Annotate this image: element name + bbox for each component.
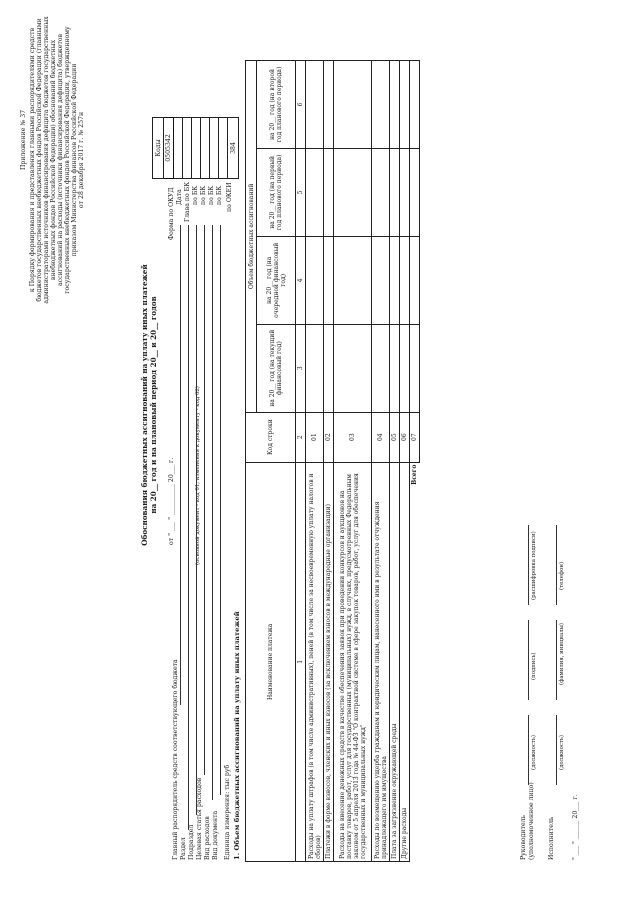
exec-fio: (фамилия, инициалы) bbox=[559, 622, 565, 685]
appendix-line: государственных внебюджетных фондов Российской Федерации, утвержденному bbox=[64, 26, 71, 294]
value-cell[interactable] bbox=[400, 61, 410, 149]
payments-table bbox=[245, 60, 420, 862]
value-cell[interactable] bbox=[400, 324, 410, 412]
value-cell[interactable] bbox=[372, 324, 390, 412]
table-row bbox=[324, 61, 334, 862]
row-code: 02 bbox=[324, 412, 334, 462]
total-code: 07 bbox=[410, 412, 420, 462]
okei-label: по ОКЕИ bbox=[226, 182, 233, 212]
table-row bbox=[306, 61, 324, 862]
glava-label: Глава по БК bbox=[184, 181, 191, 222]
value-cell[interactable] bbox=[390, 148, 400, 236]
value-cell[interactable] bbox=[306, 148, 324, 236]
value-cell[interactable] bbox=[390, 236, 400, 324]
appendix-line: бюджетов государственных внебюджетных фондов Российской Федерации (главными bbox=[36, 18, 43, 302]
appendix-text bbox=[29, 15, 85, 305]
table-row bbox=[334, 61, 372, 862]
col-num: 2 bbox=[296, 412, 306, 462]
row-code: 03 bbox=[334, 412, 372, 462]
req-subsection: Подраздел bbox=[188, 824, 195, 860]
col-header-year-1: на 20__ год (на текущий финансовый год) bbox=[257, 324, 296, 412]
value-cell[interactable] bbox=[324, 236, 334, 324]
appendix-line: ассигнований на расходы (источники финансирования дефицита) бюджетов bbox=[57, 33, 64, 287]
req-target-article: Целевая статья расходов bbox=[196, 777, 203, 860]
req-section: Раздел bbox=[180, 837, 187, 860]
value-cell[interactable] bbox=[306, 61, 324, 149]
col-header-name: Наименование платежа bbox=[246, 462, 296, 861]
okei-code: 384 bbox=[228, 118, 239, 179]
value-cell[interactable] bbox=[334, 148, 372, 236]
exec-position: (должность) bbox=[559, 735, 565, 770]
col-num: 4 bbox=[296, 236, 306, 324]
po-bk-label: по БК bbox=[216, 185, 223, 205]
codes-header: Коды bbox=[153, 118, 164, 179]
po-bk-label: по БК bbox=[200, 185, 207, 205]
req-main-manager: Главный распорядитель средств соответствующего бюджета bbox=[172, 659, 179, 860]
col-num: 6 bbox=[296, 61, 306, 149]
col-header-group: Объем бюджетных ассигнований bbox=[246, 61, 257, 413]
value-cell[interactable] bbox=[400, 148, 410, 236]
po-bk-label: по БК bbox=[192, 185, 199, 205]
value-cell[interactable] bbox=[306, 236, 324, 324]
col-header-year-4: на 20__ год (на второй год планового периода) bbox=[257, 61, 296, 149]
row-code: 01 bbox=[306, 412, 324, 462]
value-cell[interactable] bbox=[334, 324, 372, 412]
value-cell[interactable] bbox=[410, 236, 420, 324]
col-num: 5 bbox=[296, 148, 306, 236]
appendix-number: Приложение № 37 bbox=[20, 109, 27, 170]
sig-signature: (подпись) bbox=[531, 652, 537, 680]
value-cell[interactable] bbox=[306, 324, 324, 412]
req-doc-type: Вид документа bbox=[212, 810, 219, 860]
value-cell[interactable] bbox=[324, 324, 334, 412]
appendix-line: администраторами источников финансирования дефицита бюджетов государственных bbox=[43, 16, 50, 304]
col-num: 1 bbox=[296, 462, 306, 861]
value-cell[interactable] bbox=[334, 61, 372, 149]
req-unit: Единица измерения: тыс руб bbox=[224, 764, 231, 860]
value-cell[interactable] bbox=[390, 61, 400, 149]
table-row bbox=[372, 61, 390, 862]
req-expense-type: Вид расходов bbox=[204, 816, 211, 860]
value-cell[interactable] bbox=[334, 236, 372, 324]
head-sub: (уполномоченное лицо) bbox=[528, 782, 535, 860]
row-code: 06 bbox=[400, 412, 410, 462]
value-cell[interactable] bbox=[372, 61, 390, 149]
value-cell[interactable] bbox=[324, 148, 334, 236]
row-name: Расходы по возмещению ущерба гражданам и юридическим лицам, нанесенного ими в результате отчуждения принадлежащего им имущества bbox=[372, 462, 390, 861]
codes-table bbox=[152, 117, 239, 179]
date-code-cell[interactable] bbox=[174, 118, 183, 179]
total-label: Всего bbox=[410, 462, 420, 861]
bk-code-cell[interactable] bbox=[201, 118, 210, 179]
bk-code-cell[interactable] bbox=[192, 118, 201, 179]
value-cell[interactable] bbox=[372, 148, 390, 236]
head-label: Руководитель bbox=[520, 815, 527, 860]
value-cell[interactable] bbox=[324, 61, 334, 149]
row-name: Платежи в форме взносов, членских и иных взносов (за исключением взносов в международные организации) bbox=[324, 462, 334, 861]
value-cell[interactable] bbox=[410, 148, 420, 236]
bk-code-cell[interactable] bbox=[210, 118, 219, 179]
glava-code-cell[interactable] bbox=[183, 118, 192, 179]
appendix-line: к Порядку формирования и представления главными распорядителями средств bbox=[29, 27, 36, 293]
document-title bbox=[140, 185, 158, 625]
value-cell[interactable] bbox=[400, 236, 410, 324]
appendix-line: внебюджетных фондов Российской Федерации) обоснований бюджетных bbox=[50, 39, 57, 281]
col-num: 3 bbox=[296, 324, 306, 412]
col-header-year-3: на 20__ год (на первый год планового периода) bbox=[257, 148, 296, 236]
appendix-line: приказом Министерства финансов Российской Федерации bbox=[71, 63, 78, 257]
total-row bbox=[410, 61, 420, 862]
title-line-2: на 20__ год и на плановый период 20__ и 20__ годов bbox=[149, 296, 158, 514]
row-name: Плата за загрязнение окружающей среды bbox=[390, 462, 400, 861]
okud-code: 0505342 bbox=[164, 118, 174, 179]
value-cell[interactable] bbox=[390, 324, 400, 412]
section-1-heading: 1. Объем бюджетных ассигнований на уплату иных платежей bbox=[233, 611, 241, 860]
value-cell[interactable] bbox=[372, 236, 390, 324]
exec-phone: (телефон) bbox=[559, 561, 565, 590]
table-row bbox=[390, 61, 400, 862]
po-bk-label: по БК bbox=[208, 185, 215, 205]
signature-date: " ___ " ______ 20___ г. bbox=[572, 794, 579, 860]
title-date: от " ___ " __________ 20___ г. bbox=[168, 457, 175, 545]
row-name: Другие расходы bbox=[400, 462, 410, 861]
row-name: Расходы на внесение денежных средств в качестве обеспечения заявок при проведении конкурсов и аукционов на поставку товаров, работ, услуг для государственных (муниципальных) нужд, в случаях, предусмотренных Федеральным законом от 5 апреля 2013 года № 44-ФЗ "О контрактной системе в сфере закупок товаров, работ, услуг для обеспечения государственных и муниципальных нужд" bbox=[334, 462, 372, 861]
okud-label: Форма по ОКУД bbox=[168, 187, 175, 240]
row-code: 05 bbox=[390, 412, 400, 462]
date-label: Дата bbox=[176, 189, 183, 205]
value-cell[interactable] bbox=[410, 324, 420, 412]
value-cell[interactable] bbox=[410, 61, 420, 149]
col-header-year-2: на 20__ год (на очередной финансовый год) bbox=[257, 236, 296, 324]
title-line-1: Обоснования бюджетных ассигнований на уплату иных платежей bbox=[140, 264, 149, 546]
row-code: 04 bbox=[372, 412, 390, 462]
appendix-line: от 28 декабря 2017 г. № 257н bbox=[78, 111, 85, 209]
col-header-code: Код строки bbox=[246, 412, 296, 462]
doc-type-note: (основной документ - код 01; изменения к документу - код 02) bbox=[195, 386, 201, 565]
sig-decode: (расшифровка подписи) bbox=[531, 531, 537, 600]
table-row bbox=[400, 61, 410, 862]
executor-label: Исполнитель bbox=[548, 816, 555, 860]
sig-position: (должность) bbox=[531, 735, 537, 770]
bk-code-cell[interactable] bbox=[219, 118, 228, 179]
row-name: Расходы на уплату штрафов (в том числе административных), пеней (в том числе за несвоевременную уплату налогов и сборов) bbox=[306, 462, 324, 861]
